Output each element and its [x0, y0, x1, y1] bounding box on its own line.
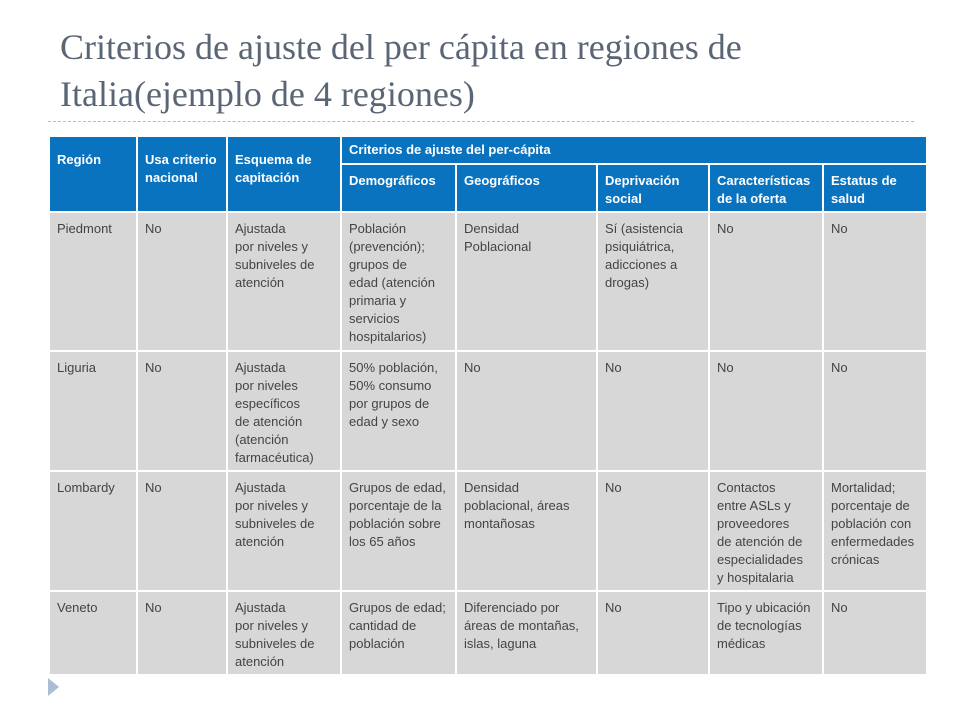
- cell-national: No: [137, 212, 227, 351]
- cell-region: Piedmont: [49, 212, 137, 351]
- header-geographic: Geográficos: [456, 164, 597, 212]
- header-national-criteria: Usa criterio nacional: [137, 136, 227, 212]
- cell-health: Mortalidad; porcentaje de población con enfermedades crónicas: [823, 471, 927, 591]
- header-adjustment-criteria: Criterios de ajuste del per-cápita: [341, 136, 927, 164]
- cell-demographic: Población (prevención); grupos de edad (atención primaria y servicios hospitalarios): [341, 212, 456, 351]
- cell-national: No: [137, 591, 227, 675]
- cell-geographic: Densidad Poblacional: [456, 212, 597, 351]
- cell-region: Veneto: [49, 591, 137, 675]
- cell-supply: No: [709, 351, 823, 471]
- cell-supply: No: [709, 212, 823, 351]
- slide-title: Criterios de ajuste del per cápita en regiones de Italia(ejemplo de 4 regiones): [60, 27, 742, 114]
- cell-deprivation: Sí (asistencia psiquiátrica, adicciones a drogas): [597, 212, 709, 351]
- cell-deprivation: No: [597, 591, 709, 675]
- cell-supply: Tipo y ubicación de tecnologías médicas: [709, 591, 823, 675]
- cell-national: No: [137, 351, 227, 471]
- cell-health: No: [823, 591, 927, 675]
- cell-national: No: [137, 471, 227, 591]
- cell-deprivation: No: [597, 351, 709, 471]
- header-demographic: Demográficos: [341, 164, 456, 212]
- table-row: [49, 591, 927, 675]
- cell-demographic: Grupos de edad; cantidad de población: [341, 591, 456, 675]
- table-row: [49, 471, 927, 591]
- criteria-table-container: [48, 135, 926, 673]
- cell-geographic: Densidad poblacional, áreas montañosas: [456, 471, 597, 591]
- header-supply-characteristics: Características de la oferta: [709, 164, 823, 212]
- cell-scheme: Ajustada por niveles específicos de atención (atención farmacéutica): [227, 351, 341, 471]
- header-capitation-scheme: Esquema de capitación: [227, 136, 341, 212]
- table-header-row-top: [49, 136, 927, 164]
- header-health-status: Estatus de salud: [823, 164, 927, 212]
- criteria-table: [48, 135, 928, 676]
- cell-scheme: Ajustada por niveles y subniveles de atención: [227, 212, 341, 351]
- cell-region: Lombardy: [49, 471, 137, 591]
- cell-health: No: [823, 351, 927, 471]
- cell-geographic: Diferenciado por áreas de montañas, islas, laguna: [456, 591, 597, 675]
- header-region: Región: [49, 136, 137, 212]
- cell-scheme: Ajustada por niveles y subniveles de atención: [227, 591, 341, 675]
- cell-geographic: No: [456, 351, 597, 471]
- cell-scheme: Ajustada por niveles y subniveles de atención: [227, 471, 341, 591]
- header-social-deprivation: Deprivación social: [597, 164, 709, 212]
- cell-region: Liguria: [49, 351, 137, 471]
- table-row: [49, 351, 927, 471]
- triangle-bullet-icon: [48, 678, 59, 696]
- cell-health: No: [823, 212, 927, 351]
- title-divider: [48, 121, 914, 122]
- cell-demographic: Grupos de edad, porcentaje de la población sobre los 65 años: [341, 471, 456, 591]
- cell-demographic: 50% población, 50% consumo por grupos de edad y sexo: [341, 351, 456, 471]
- cell-supply: Contactos entre ASLs y proveedores de atención de especialidades y hospitalaria: [709, 471, 823, 591]
- table-row: [49, 212, 927, 351]
- cell-deprivation: No: [597, 471, 709, 591]
